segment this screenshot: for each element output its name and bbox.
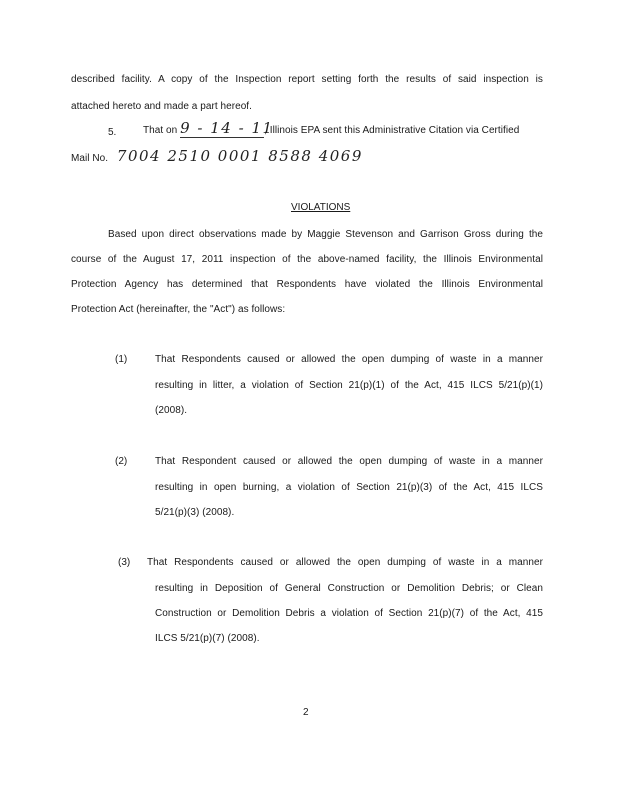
page-number: 2 <box>303 707 309 718</box>
violations-intro-line-3: Protection Agency has determined that Respondents have violated the Illinois Environmental <box>71 279 543 290</box>
violation-1-number: (1) <box>115 354 128 365</box>
violation-2-line-3: 5/21(p)(3) (2008). <box>155 507 235 518</box>
violation-1-line-3: (2008). <box>155 405 188 416</box>
violation-3-line-3: Construction or Demolition Debris a violation of Section 21(p)(7) of the Act, 415 <box>155 608 543 619</box>
violation-2-line-1: That Respondent caused or allowed the open dumping of waste in a manner <box>155 456 543 467</box>
mail-label: Mail No. <box>71 153 109 164</box>
violation-1-line-2: resulting in litter, a violation of Section 21(p)(1) of the Act, 415 ILCS 5/21(p)(1) <box>155 380 543 391</box>
item5-line-1 <box>143 119 543 138</box>
violation-3-line-2: resulting in Deposition of General Construction or Demolition Debris; or Clean <box>155 583 543 594</box>
violations-heading: VIOLATIONS <box>291 202 351 213</box>
handwritten-mail-number: 7004 2510 0001 8588 4069 <box>116 147 363 165</box>
violation-2-line-2: resulting in open burning, a violation of Section 21(p)(3) of the Act, 415 ILCS <box>155 482 543 493</box>
item5-that-on: That on <box>143 125 178 136</box>
date-blank <box>180 119 274 138</box>
violations-intro-line-4: Protection Act (hereinafter, the "Act") as follows: <box>71 304 286 315</box>
intro-line-1: described facility. A copy of the Inspection report setting forth the results of said inspection is <box>71 74 543 85</box>
item5-number: 5. <box>108 127 117 138</box>
intro-line-2: attached hereto and made a part hereof. <box>71 101 252 112</box>
violation-3-line-4: ILCS 5/21(p)(7) (2008). <box>155 633 260 644</box>
item5-line-2 <box>71 147 363 165</box>
violation-3-number: (3) <box>118 557 131 568</box>
violations-intro-line-2: course of the August 17, 2011 inspection of the above-named facility, the Illinois Environmental <box>71 254 543 265</box>
item5-after-date: , Illinois EPA sent this Administrative Citation via Certified <box>264 125 520 136</box>
handwritten-date: 9 - 14 - 11 <box>180 119 274 137</box>
violation-1-line-1: That Respondents caused or allowed the open dumping of waste in a manner <box>155 354 543 365</box>
violation-3-line-1: That Respondents caused or allowed the open dumping of waste in a manner <box>147 557 543 568</box>
violations-intro-line-1: Based upon direct observations made by Maggie Stevenson and Garrison Gross during the <box>108 229 543 240</box>
violation-2-number: (2) <box>115 456 128 467</box>
